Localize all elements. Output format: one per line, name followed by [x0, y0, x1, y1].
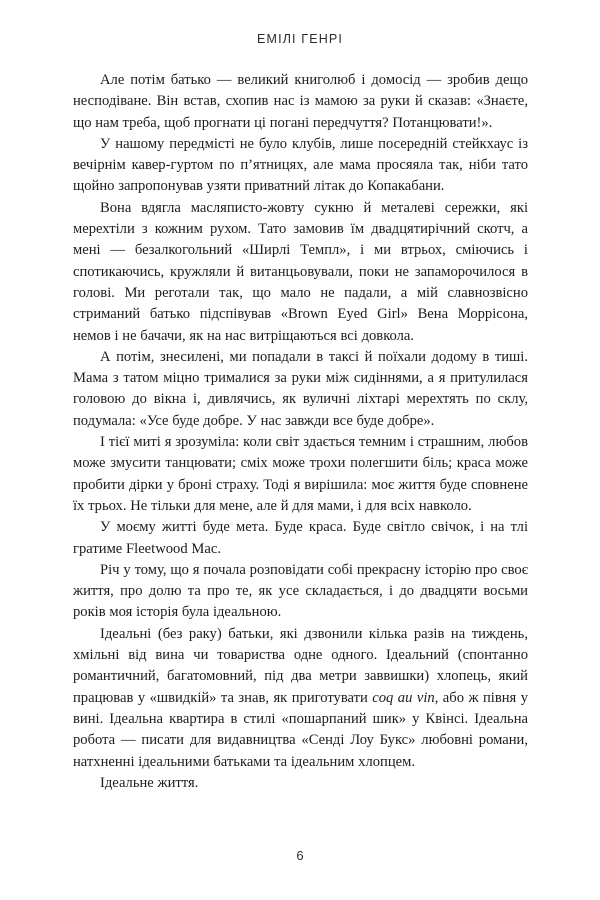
- paragraph: У моєму житті буде мета. Буде краса. Буде світло свічок, і на тлі гратиме Fleetwood Mac.: [73, 519, 528, 557]
- body-text-block: [73, 70, 528, 794]
- running-head: ЕМІЛІ ГЕНРІ: [257, 32, 343, 46]
- paragraph-with-italic: Ідеальні (без раку) батьки, які дзвонили кілька разів на тиждень, хмільні від вина чи товариства одне одного. Ідеальний (спонтанно романтичний, багатомовний, під два метри заввишки) хлопець, який працював у «швидкій» та знав, як приготувати coq au vin, або ж півня у вині. Ідеальна квартира в стилі «пошарпаний шик» у Квінсі. Ідеальна робота — писати для видавництва «Сенді Лоу Букс» любовні романи, натхненні ідеальними батьками та ідеальним хлопцем.: [73, 625, 528, 770]
- italic-phrase: coq au vin: [372, 689, 435, 706]
- paragraph: Вона вдягла масляписто-жовту сукню й металеві сережки, які мерехтіли з кожним рухом. Тато замовив їм двадцятирічний скотч, а мені — безалкогольний «Ширлі Темпл», і ми втрьох, сміючись і спотикаючись, кружляли й витанцьовували, поки не запаморочилося в голові. Ми реготали так, що мало не падали, а мій славнозвісно стриманий батько підспівував «Brown Eyed Girl» Вена Моррісона, немов і не бачачи, як на нас витріщаються всі довкола.: [73, 199, 528, 344]
- paragraph: Ідеальне життя.: [100, 774, 199, 791]
- paragraph: Але потім батько — великий книголюб і домосід — зробив дещо несподіване. Він встав, схопив нас із мамою за руки й сказав: «Знаєте, що нам треба, щоб прогнати ці погані передчуття? Потанцювати!».: [73, 72, 528, 131]
- paragraph: У нашому передмісті не було клубів, лише посередній стейкхаус із вечірнім кавер-гуртом по п’ятницях, але мама просяяла так, ніби тато щойно запропонував узяти приватний літак до Копакабани.: [73, 135, 528, 195]
- paragraph: Річ у тому, що я почала розповідати собі прекрасну історію про своє життя, про долю та про те, як усе складається, і до двадцяти восьми років моя історія була ідеальною.: [73, 561, 528, 621]
- paragraph: І тієї миті я зрозуміла: коли світ здається темним і страшним, любов може змусити танцювати; сміх може трохи полегшити біль; краса може пробити дірки у броні страху. Тоді я вирішила: моє життя буде сповнене їх трьох. Не тільки для мене, але й для мами, і для всіх навколо.: [73, 434, 528, 514]
- paragraph: А потім, знесилені, ми попадали в таксі й поїхали додому в тиші. Мама з татом міцно трималися за руки між сидіннями, а я притулилася головою до вікна і, дивлячись, як вуличні ліхтарі мерехтять по склу, подумала: «Усе буде добре. У нас завжди все буде добре».: [73, 348, 528, 429]
- page-number: 6: [296, 848, 304, 863]
